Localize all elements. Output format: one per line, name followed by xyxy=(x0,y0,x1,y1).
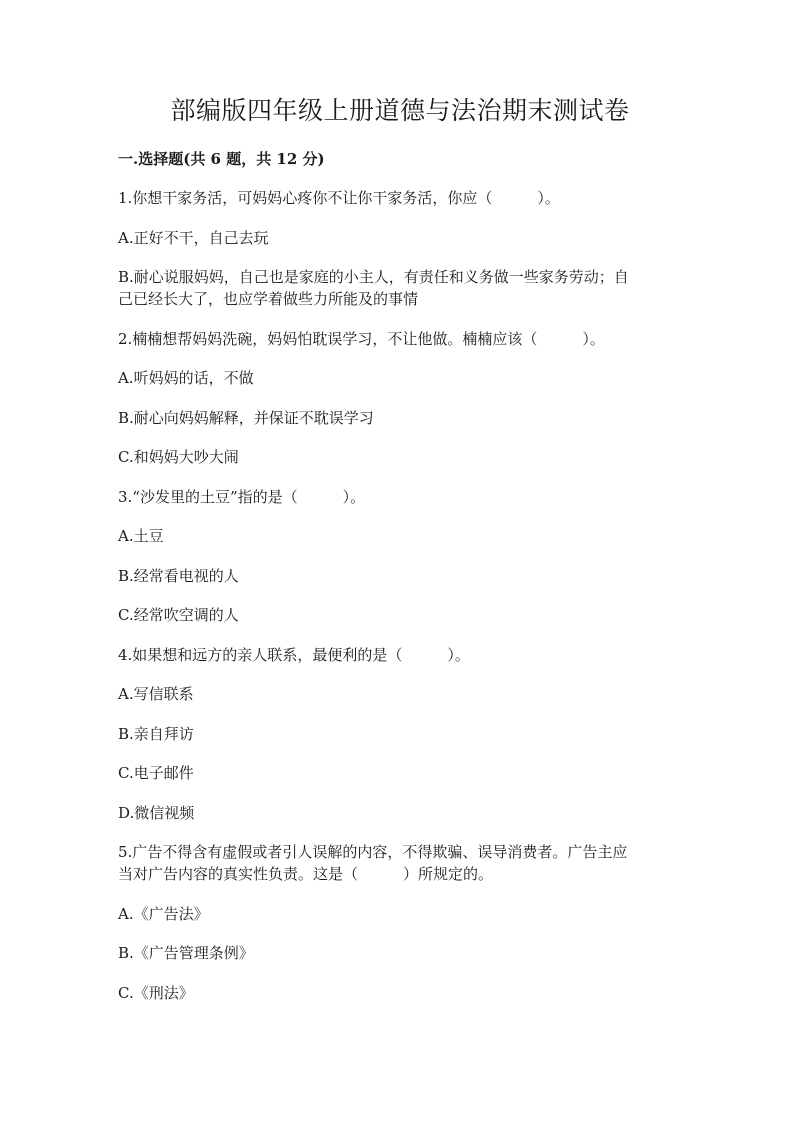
question-5-stem-line2: 当对广告内容的真实性负责。这是（ ）所规定的。 xyxy=(118,865,494,883)
question-4-stem: 4.如果想和远方的亲人联系，最便利的是（ ）。 xyxy=(118,646,470,664)
question-3-stem: 3.“沙发里的土豆”指的是（ ）。 xyxy=(118,488,366,506)
question-3-option-c: C.经常吹空调的人 xyxy=(118,606,239,624)
question-2-option-c: C.和妈妈大吵大闹 xyxy=(118,448,239,466)
question-4-option-d: D.微信视频 xyxy=(118,804,195,822)
question-4-option-b: B.亲自拜访 xyxy=(118,725,194,743)
question-5-option-a: A.《广告法》 xyxy=(118,905,209,923)
question-2-option-b: B.耐心向妈妈解释，并保证不耽误学习 xyxy=(118,409,374,427)
question-5-option-c: C.《刑法》 xyxy=(118,984,194,1002)
section-heading: 一.选择题(共 6 题，共 12 分) xyxy=(118,150,325,168)
question-4-option-a: A.写信联系 xyxy=(118,685,194,703)
question-1-stem: 1.你想干家务活，可妈妈心疼你不让你干家务活，你应（ ）。 xyxy=(118,189,560,207)
question-1-option-b-line2: 己已经长大了，也应学着做些力所能及的事情 xyxy=(118,290,419,308)
question-1-option-a: A.正好不干，自己去玩 xyxy=(118,229,269,247)
page-title: 部编版四年级上册道德与法治期末测试卷 xyxy=(170,96,630,125)
question-3-option-a: A.土豆 xyxy=(118,527,164,545)
question-3-option-b: B.经常看电视的人 xyxy=(118,567,239,585)
question-2-stem: 2.楠楠想帮妈妈洗碗，妈妈怕耽误学习，不让他做。楠楠应该（ ）。 xyxy=(118,330,605,348)
question-2-option-a: A.听妈妈的话，不做 xyxy=(118,369,254,387)
question-5-stem-line1: 5.广告不得含有虚假或者引人误解的内容，不得欺骗、误导消费者。广告主应 xyxy=(118,843,628,861)
question-4-option-c: C.电子邮件 xyxy=(118,764,194,782)
question-5-option-b: B.《广告管理条例》 xyxy=(118,944,254,962)
question-1-option-b-line1: B.耐心说服妈妈，自己也是家庭的小主人，有责任和义务做一些家务劳动；自 xyxy=(118,268,629,286)
